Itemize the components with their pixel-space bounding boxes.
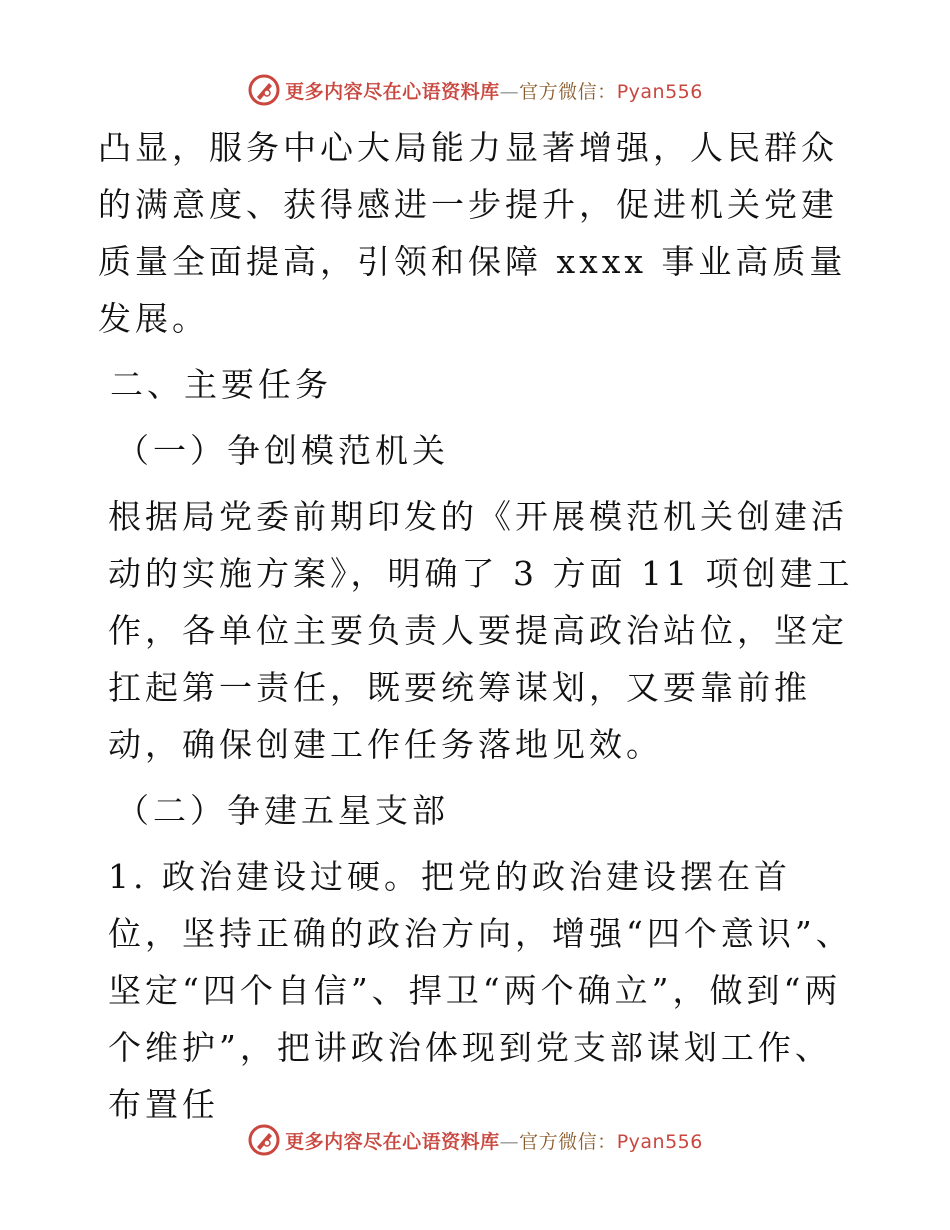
watermark-wechat-id: Pyan556	[616, 1130, 703, 1153]
watermark-main: 更多内容尽在心语资料库	[285, 1130, 500, 1153]
pen-logo-icon	[247, 73, 281, 107]
footer-watermark	[0, 1122, 950, 1158]
paragraph-political-construction: 1. 政治建设过硬。把党的政治建设摆在首位，坚持正确的政治方向，增强“四个意识”、坚定“四个自信”、捍卫“两个确立”，做到“两个维护”，把讲政治体现到党支部谋划工作、布置任	[108, 857, 853, 1124]
watermark-main: 更多内容尽在心语资料库	[285, 80, 500, 103]
watermark-dash: —	[499, 80, 520, 103]
watermark-official: 官方微信：	[519, 80, 617, 103]
watermark-text	[285, 1127, 703, 1154]
watermark-dash: —	[499, 1130, 520, 1153]
paragraph-goals-end: 凸显，服务中心大局能力显著增强，人民群众的满意度、获得感进一步提升，促进机关党建质量全面提高，引领和保障 xxxx 事业高质量发展。	[98, 128, 847, 338]
header-watermark	[0, 72, 950, 108]
subheading-model-organ: （一）争创模范机关	[116, 431, 449, 470]
paragraph-model-organ: 根据局党委前期印发的《开展模范机关创建活动的实施方案》，明确了 3 方面 11 项创建工作，各单位主要负责人要提高政治站位，坚定扛起第一责任，既要统筹谋划，又要靠前推动，确保创建工作任务落地见效。	[108, 497, 854, 764]
watermark-text	[285, 77, 703, 104]
watermark-official: 官方微信：	[519, 1130, 617, 1153]
pen-logo-icon	[247, 1123, 281, 1157]
section-heading-main-tasks: 二、主要任务	[110, 365, 332, 404]
subheading-five-star-branch: （二）争建五星支部	[116, 791, 449, 830]
watermark-wechat-id: Pyan556	[616, 80, 703, 103]
document-body	[98, 119, 858, 1142]
